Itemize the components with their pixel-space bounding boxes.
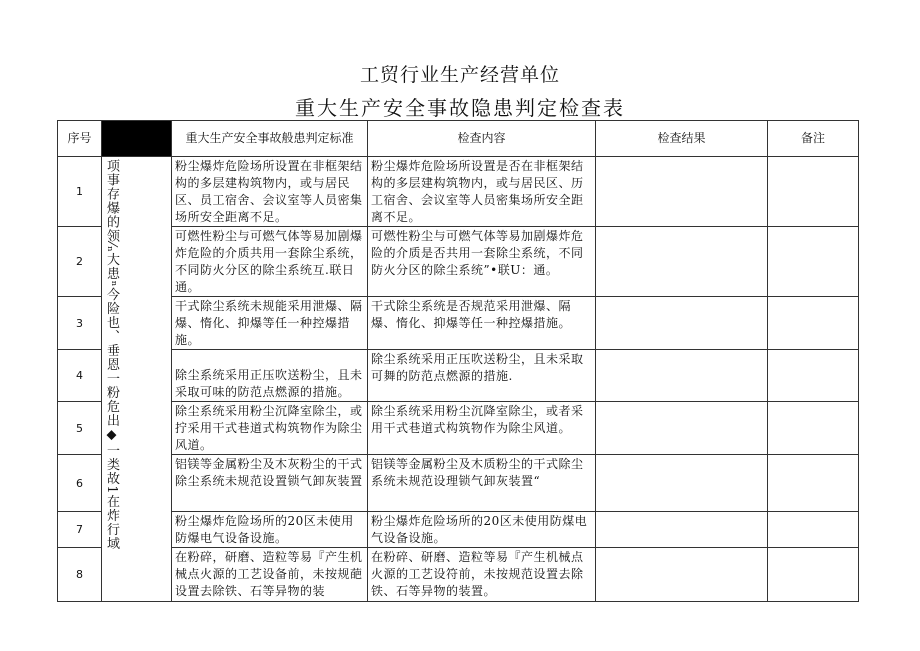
- table-row: [58, 455, 859, 512]
- header-seq: 序号: [58, 121, 102, 157]
- row-result: [596, 548, 768, 602]
- row-result: [596, 402, 768, 455]
- row-result: [596, 157, 768, 227]
- row-num: 7: [58, 512, 102, 548]
- row-content: 可燃性粉尘与可燃气体等易加剧爆炸危险的介质是否共用一套除尘系统，不同防火分区的除尘系统”•联U：通。: [368, 227, 596, 297]
- row-num: 3: [58, 297, 102, 350]
- row-standard: 干式除尘系统未规能采用泄爆、隔爆、惰化、抑爆等任一种控爆措施。: [172, 297, 368, 350]
- row-content: 干式除尘系统是否规范采用泄爆、隔爆、惰化、抑爆等任一种控爆措施。: [368, 297, 596, 350]
- table-row: [58, 350, 859, 402]
- row-remark: [768, 455, 859, 512]
- row-remark: [768, 548, 859, 602]
- row-standard: 铝镁等金属粉尘及木灰粉尘的干式除尘系统未规范设置锁气卸灰装置: [172, 455, 368, 512]
- row-content: 除尘系统采用粉尘沉降室除尘，或者采用干式巷道式构筑物作为除尘风道。: [368, 402, 596, 455]
- row-content: 除尘系统采用正压吹送粉尘，且未采取可舞的防范点燃源的措施.: [368, 350, 596, 402]
- row-result: [596, 512, 768, 548]
- header-standard: 重大生产安全事故般患判定标准: [172, 121, 368, 157]
- inspection-table: [57, 120, 859, 602]
- document-title-line1: 工贸行业生产经营单位: [359, 64, 560, 86]
- row-content: 铝镁等金属粉尘及木质粉尘的干式除尘系统未规范设理锁气卸灰装置“: [368, 455, 596, 512]
- row-standard: 除尘系统采用正压吹送粉尘，且未采取可味的防范点燃源的措施。: [172, 350, 368, 402]
- row-num: 8: [58, 548, 102, 602]
- row-num: 2: [58, 227, 102, 297]
- row-standard: 粉尘爆炸危险场所设置在非框架结构的多层建构筑物内，或与居民区、员工宿舍、会议室等人员密集场所安全距离不足。: [172, 157, 368, 227]
- row-content: 在粉碎、研磨、造粒等易『产生机械点火源的工艺设符前，未按规范设置去除铁、石等异物的装置。: [368, 548, 596, 602]
- row-content: 粉尘爆炸危险场所设置是否在非框架结构的多层建构筑物内，或与居民区、历工宿舍、会议室等人员密集场所安全距离不足。: [368, 157, 596, 227]
- row-standard: 粉尘爆炸危险场所的20区未使用防爆电气设备设施。: [172, 512, 368, 548]
- row-result: [596, 455, 768, 512]
- row-num: 5: [58, 402, 102, 455]
- table-row: [58, 297, 859, 350]
- header-remark: 备注: [768, 121, 859, 157]
- row-remark: [768, 512, 859, 548]
- row-result: [596, 297, 768, 350]
- header-redacted-block: [102, 121, 172, 157]
- row-num: 4: [58, 350, 102, 402]
- row-num: 1: [58, 157, 102, 227]
- category-cell: [102, 157, 172, 602]
- row-remark: [768, 297, 859, 350]
- header-content: 检查内容: [368, 121, 596, 157]
- category-text: 项事存爆的领⁄ₙ大患ⁿ今险也、垂恩一粉危出◆一类故1在炸行域: [104, 159, 119, 551]
- row-remark: [768, 402, 859, 455]
- row-standard: 可燃性粉尘与可燃气体等易加剧爆炸危险的介质共用一套除尘系统，不同防火分区的除尘系统互.联日通。: [172, 227, 368, 297]
- table-row: [58, 512, 859, 548]
- row-remark: [768, 350, 859, 402]
- row-content: 粉尘爆炸危险场所的20区未使用防煤电气设备设施。: [368, 512, 596, 548]
- row-remark: [768, 227, 859, 297]
- table-row: [58, 548, 859, 602]
- table-row: [58, 227, 859, 297]
- header-result: 检查结果: [596, 121, 768, 157]
- row-remark: [768, 157, 859, 227]
- table-row: [58, 157, 859, 227]
- row-num: 6: [58, 455, 102, 512]
- row-result: [596, 227, 768, 297]
- row-standard: 在粉碎，研磨、造粒等易『产生机械点火源的工艺设备前，未按规葩设置去除铁、石等异物的装: [172, 548, 368, 602]
- table-header-row: [58, 121, 859, 157]
- table-row: [58, 402, 859, 455]
- document-title-line2: 重大生产安全事故隐患判定检查表: [295, 96, 625, 120]
- row-standard: 除尘系统采用粉尘沉降室除尘，或拧采用干式巷道式构筑物作为除尘风道。: [172, 402, 368, 455]
- row-result: [596, 350, 768, 402]
